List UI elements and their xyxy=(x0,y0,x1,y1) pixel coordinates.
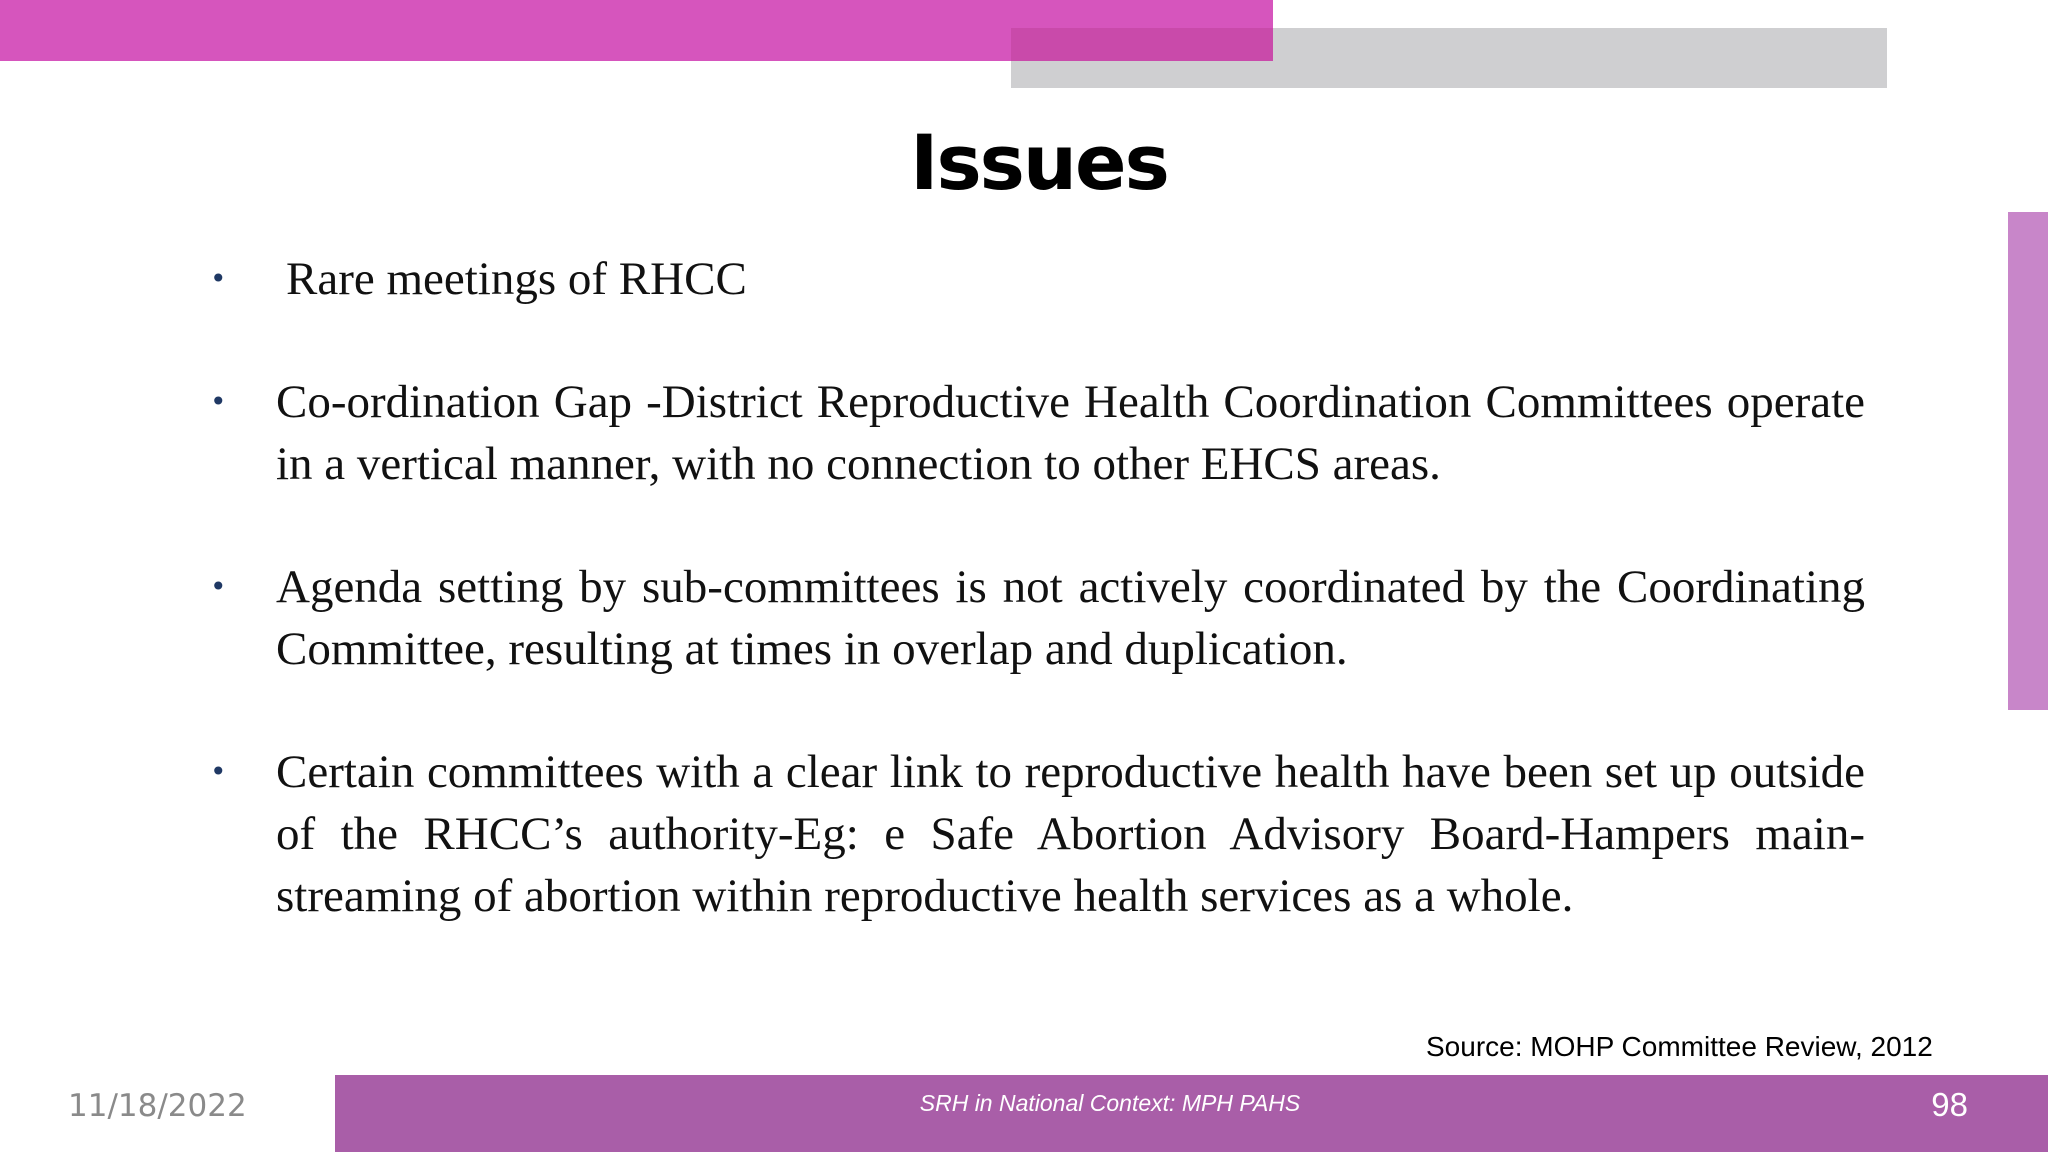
bullet-dot-icon: • xyxy=(210,755,227,788)
bullet-item xyxy=(210,371,1865,495)
bullet-text: Agenda setting by sub-committees is not actively coordinated by the Coordinating Committee, resulting at times in overlap and duplication. xyxy=(276,561,1865,675)
bullet-item xyxy=(210,741,1865,927)
bullet-item xyxy=(210,556,1865,680)
bullet-text: Rare meetings of RHCC xyxy=(286,253,747,305)
slide-title xyxy=(0,118,2048,207)
slide-title-text: Issues xyxy=(910,118,1168,207)
page-number: 98 xyxy=(1931,1086,1968,1123)
bullet-dot-icon: • xyxy=(210,385,227,418)
bullet-dot-icon: • xyxy=(210,570,227,603)
top-overlap-bar xyxy=(1011,28,1273,61)
bullet-text: Co-ordination Gap -District Reproductive Health Coordination Committees operate in a vertical manner, with no connection to other EHCS areas. xyxy=(276,376,1865,490)
bullet-list xyxy=(210,248,1865,988)
footer-date: 11/18/2022 xyxy=(68,1088,247,1124)
bullet-dot-icon: • xyxy=(210,262,227,295)
footer-title: SRH in National Context: MPH PAHS xyxy=(919,1090,1301,1116)
source-citation: Source: MOHP Committee Review, 2012 xyxy=(1426,1031,1933,1062)
bullet-text: Certain committees with a clear link to reproductive health have been set up outside of the RHCC’s authority-Eg: e Safe Abortion Advisory Board-Hampers main-streaming of abortion within reproductive health services as a whole. xyxy=(276,746,1865,922)
side-accent-bar xyxy=(2008,212,2048,710)
bullet-item xyxy=(210,248,1865,310)
